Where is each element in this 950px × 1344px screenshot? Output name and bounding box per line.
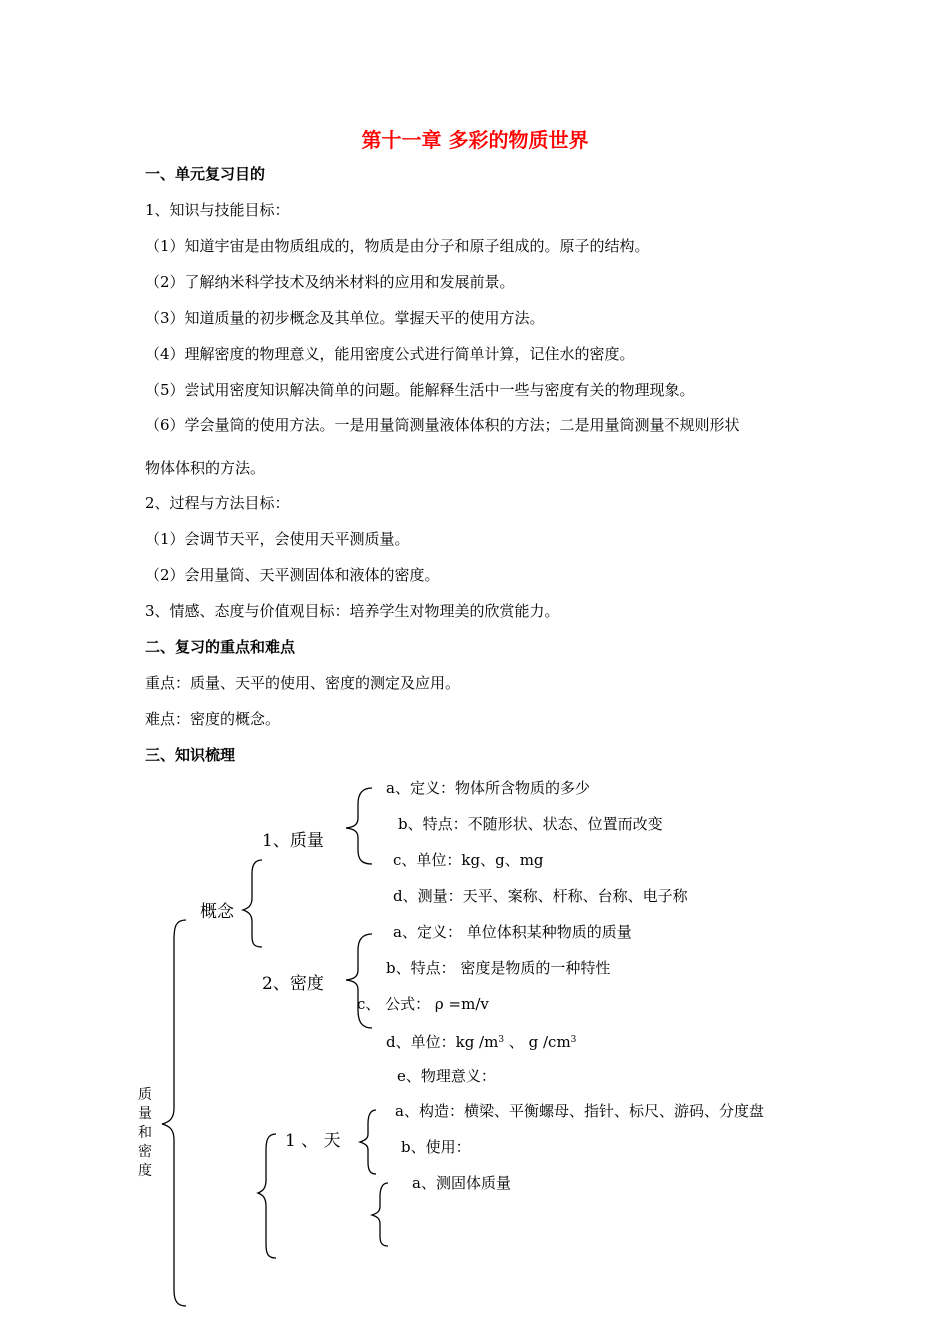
- section-heading-3: 三、知识梳理: [145, 746, 236, 764]
- density-unit: d、单位：kg $/m^3$ 、 g $/cm^3$: [386, 1033, 577, 1051]
- section-heading-2: 二、复习的重点和难点: [145, 638, 296, 656]
- goal-heading-1: 1、知识与技能目标：: [145, 201, 290, 219]
- goal-item: （5）尝试用密度知识解决简单的问题。能解释生活中一些与密度有关的物理现象。: [145, 381, 695, 399]
- node-mass: 1、质量: [262, 831, 324, 851]
- brace-root: [162, 920, 186, 1306]
- goal-item: （2）了解纳米科学技术及纳米材料的应用和发展前景。: [145, 273, 515, 291]
- density-meaning: e、物理意义：: [397, 1067, 496, 1085]
- mass-measure: d、测量：天平、案称、杆称、台称、电子称: [393, 887, 688, 905]
- goal-item: （4）理解密度的物理意义，能用密度公式进行简单计算，记住水的密度。: [145, 345, 635, 363]
- node-balance: 1 、 天: [285, 1131, 341, 1151]
- brace-balance-parts: [360, 1110, 376, 1174]
- section-heading-1: 一、单元复习目的: [145, 165, 266, 183]
- goal-item: （1）知道宇宙是由物质组成的，物质是由分子和原子组成的。原子的结构。: [145, 237, 650, 255]
- tree-root-label: 质 量 和 密 度: [138, 1087, 152, 1179]
- brace-mass: [346, 788, 372, 864]
- mass-feature: b、特点：不随形状、状态、位置而改变: [398, 815, 663, 833]
- node-density: 2、密度: [262, 974, 324, 994]
- mass-unit: c、单位：kg、g、mg: [393, 851, 544, 869]
- brace-density: [346, 934, 372, 1028]
- mass-definition: a、定义：物体所含物质的多少: [386, 779, 590, 797]
- balance-usage-solid: a、测固体质量: [412, 1174, 511, 1192]
- brace-balance: [258, 1134, 276, 1258]
- goal-item-continued: 物体体积的方法。: [145, 459, 266, 477]
- goal-item: （1）会调节天平，会使用天平测质量。: [145, 530, 410, 548]
- key-points: 重点：质量、天平的使用、密度的测定及应用。: [145, 674, 461, 692]
- goal-heading-2: 2、过程与方法目标：: [145, 494, 290, 512]
- brace-usage: [372, 1183, 388, 1246]
- chapter-title: 第十一章 多彩的物质世界: [361, 128, 589, 152]
- density-feature: b、特点： 密度是物质的一种特性: [386, 959, 611, 977]
- density-formula: c、 公式： ρ =m/v: [357, 995, 489, 1013]
- goal-heading-3: 3、情感、态度与价值观目标：培养学生对物理美的欣赏能力。: [145, 602, 560, 620]
- balance-usage: b、使用：: [401, 1138, 471, 1156]
- balance-structure: a、构造：横梁、平衡螺母、指针、标尺、游码、分度盘: [395, 1102, 764, 1120]
- goal-item: （6）学会量筒的使用方法。一是用量筒测量液体体积的方法；二是用量筒测量不规则形状: [145, 416, 740, 434]
- goal-item: （3）知道质量的初步概念及其单位。掌握天平的使用方法。: [145, 309, 545, 327]
- goal-item: （2）会用量筒、天平测固体和液体的密度。: [145, 566, 440, 584]
- density-definition: a、定义： 单位体积某种物质的质量: [393, 923, 632, 941]
- node-concept: 概念: [200, 902, 234, 922]
- difficult-points: 难点：密度的概念。: [145, 710, 281, 728]
- brace-concept: [243, 860, 262, 947]
